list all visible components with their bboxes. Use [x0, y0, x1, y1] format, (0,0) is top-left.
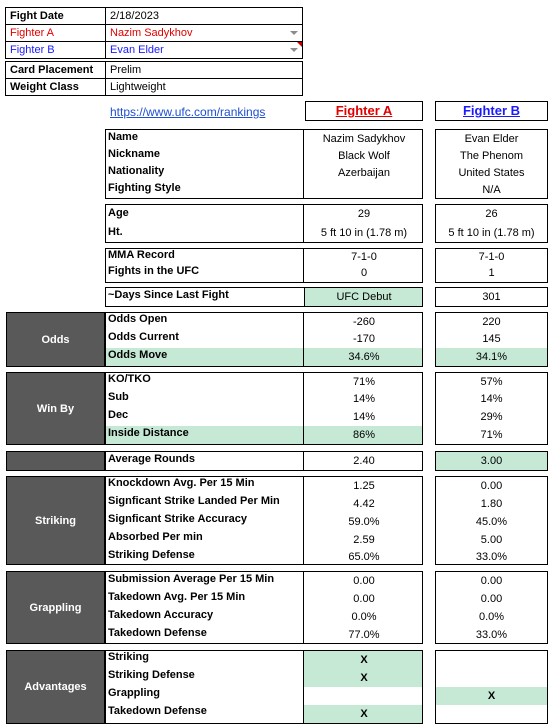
sub-a: 14% [352, 393, 376, 405]
nationality-a: Azerbaijan [338, 167, 390, 179]
adv-takedown-defense-label: Takedown Defense [108, 705, 207, 717]
knockdown-a: 1.25 [353, 480, 375, 492]
nickname-label: Nickname [108, 148, 160, 160]
weight-class-label: Weight Class [6, 79, 106, 95]
weight-class-value[interactable]: Lightweight [110, 81, 166, 93]
days-a: UFC Debut [336, 291, 392, 303]
odds-open-a: -260 [352, 316, 376, 328]
fighter-a-label: Fighter A [6, 25, 106, 41]
dec-label: Dec [108, 409, 129, 421]
nickname-b: The Phenom [460, 150, 523, 162]
name-label: Name [108, 131, 138, 143]
chevron-down-icon[interactable] [290, 48, 298, 52]
fighter-a-title: Fighter A [305, 101, 423, 121]
adv-grappling-a [305, 687, 423, 705]
divider [303, 476, 304, 565]
adv-takedown-defense-a: X [360, 708, 368, 720]
ufc-fights-b: 1 [488, 267, 495, 279]
height-b: 5 ft 10 in (1.78 m) [448, 227, 535, 239]
knockdown-label: Knockdown Avg. Per 15 Min [108, 477, 255, 489]
name-b: Evan Elder [464, 133, 519, 145]
fighter-b-row [5, 41, 303, 59]
slpm-label: Signficant Strike Landed Per Min [108, 495, 280, 507]
striking-section-header: Striking [6, 476, 105, 565]
rankings-link[interactable]: https://www.ufc.com/rankings [110, 105, 266, 119]
strike-accuracy-label: Signficant Strike Accuracy [108, 513, 247, 525]
inside-distance-label: Inside Distance [108, 427, 189, 439]
divider [303, 571, 304, 644]
advantages-section-header: Advantages [6, 650, 105, 724]
odds-section-header: Odds [6, 312, 105, 367]
takedown-accuracy-a: 0.0% [351, 611, 377, 623]
chevron-down-icon[interactable] [290, 31, 298, 35]
adv-striking-defense-b [435, 669, 548, 687]
divider [303, 129, 304, 199]
days-b: 301 [482, 291, 501, 303]
adv-striking-b [435, 651, 548, 669]
absorbed-a: 2.59 [353, 534, 375, 546]
divider [303, 204, 304, 243]
odds-move-label: Odds Move [108, 349, 168, 361]
takedown-avg-label: Takedown Avg. Per 15 Min [108, 591, 246, 603]
ko-tko-b: 57% [480, 376, 503, 388]
card-placement-label: Card Placement [6, 62, 106, 78]
ko-tko-a: 71% [352, 376, 376, 388]
mma-record-label: MMA Record [108, 249, 175, 261]
name-a: Nazim Sadykhov [322, 133, 406, 145]
avg-rounds-b: 3.00 [480, 455, 503, 467]
fighting-style-label: Fighting Style [108, 182, 181, 194]
ko-tko-label: KO/TKO [108, 373, 151, 385]
age-a: 29 [357, 208, 371, 220]
strike-accuracy-b: 45.0% [475, 516, 508, 528]
odds-move-b: 34.1% [475, 351, 508, 363]
odds-current-a: -170 [352, 333, 376, 345]
mma-record-a: 7-1-0 [351, 251, 377, 263]
fighter-b-title: Fighter B [435, 101, 548, 121]
divider [303, 248, 304, 283]
mma-record-b: 7-1-0 [478, 251, 505, 263]
adv-grappling-b: X [487, 690, 496, 702]
sub-b: 14% [480, 393, 503, 405]
submission-avg-b: 0.00 [480, 575, 503, 587]
strike-accuracy-a: 59.0% [348, 516, 380, 528]
height-a: 5 ft 10 in (1.78 m) [320, 227, 408, 239]
fight-date-value[interactable]: 2/18/2023 [110, 10, 159, 22]
rounds-section-header [6, 451, 105, 471]
odds-open-label: Odds Open [108, 313, 168, 325]
takedown-defense-label: Takedown Defense [108, 627, 207, 639]
absorbed-label: Absorbed Per min [108, 531, 203, 543]
inside-distance-b: 71% [480, 429, 503, 441]
adv-striking-defense-a: X [360, 672, 368, 684]
fighter-b-label: Fighter B [6, 42, 106, 58]
adv-striking-label: Striking [108, 651, 149, 663]
weight-class-row [5, 78, 303, 96]
odds-open-b: 220 [482, 316, 501, 328]
avg-rounds-label: Average Rounds [108, 453, 196, 465]
striking-defense-b: 33.0% [475, 551, 508, 563]
nationality-b: United States [458, 167, 525, 179]
card-placement-row [5, 61, 303, 79]
odds-move-a: 34.6% [348, 351, 380, 363]
takedown-defense-a: 77.0% [348, 629, 380, 641]
takedown-accuracy-b: 0.0% [478, 611, 505, 623]
height-label: Ht. [108, 226, 123, 238]
submission-avg-label: Submission Average Per 15 Min [108, 573, 275, 585]
slpm-b: 1.80 [480, 498, 503, 510]
nickname-a: Black Wolf [338, 150, 390, 162]
striking-defense-a: 65.0% [348, 551, 380, 563]
fighter-a-select[interactable]: Nazim Sadykhov [110, 27, 193, 39]
odds-current-label: Odds Current [108, 331, 179, 343]
takedown-accuracy-label: Takedown Accuracy [108, 609, 214, 621]
fighting-style-a [305, 181, 423, 199]
takedown-defense-b: 33.0% [475, 629, 508, 641]
dec-a: 14% [352, 411, 376, 423]
submission-avg-a: 0.00 [353, 575, 375, 587]
inside-distance-a: 86% [352, 429, 376, 441]
slpm-a: 4.42 [353, 498, 375, 510]
avg-rounds-a: 2.40 [353, 455, 375, 467]
grappling-section-header: Grappling [6, 571, 105, 644]
adv-takedown-defense-b [435, 705, 548, 723]
fighter-b-select[interactable]: Evan Elder [110, 44, 164, 56]
absorbed-b: 5.00 [480, 534, 503, 546]
divider [303, 451, 304, 471]
adv-striking-defense-label: Striking Defense [108, 669, 195, 681]
fight-date-label: Fight Date [6, 8, 106, 24]
adv-striking-a: X [360, 654, 368, 666]
odds-current-b: 145 [482, 333, 501, 345]
fighter-a-row [5, 24, 303, 42]
days-label: ~Days Since Last Fight [108, 289, 229, 301]
ufc-fights-a: 0 [360, 267, 368, 279]
fighting-style-b: N/A [482, 184, 501, 196]
win-by-section-header: Win By [6, 372, 105, 445]
takedown-avg-b: 0.00 [480, 593, 503, 605]
adv-grappling-label: Grappling [108, 687, 160, 699]
striking-defense-label: Striking Defense [108, 549, 195, 561]
card-placement-value[interactable]: Prelim [110, 64, 142, 76]
comment-marker-icon [297, 42, 302, 47]
fight-date-row [5, 7, 303, 25]
nationality-label: Nationality [108, 165, 165, 177]
ufc-fights-label: Fights in the UFC [108, 265, 200, 277]
age-b: 26 [485, 208, 498, 220]
knockdown-b: 0.00 [480, 480, 503, 492]
sub-label: Sub [108, 391, 129, 403]
age-label: Age [108, 207, 129, 219]
takedown-avg-a: 0.00 [353, 593, 375, 605]
dec-b: 29% [480, 411, 503, 423]
